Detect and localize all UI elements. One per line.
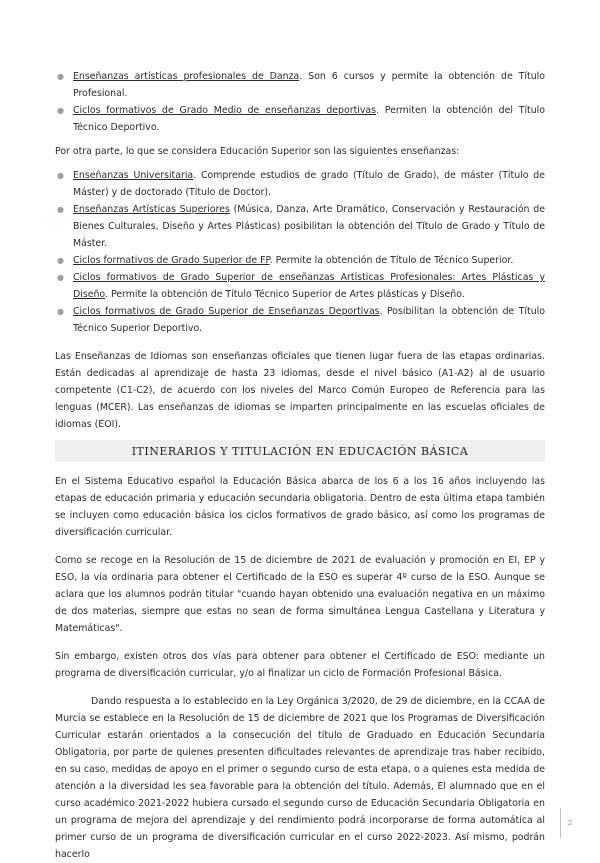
bullet-icon: ● (57, 273, 64, 282)
paragraph: Dando respuesta a lo establecido en la Ley Orgánica 3/2020, de 29 de diciembre, en la CCAA de Murcia se establece en la Resolución de 15 de diciembre de 2021 que los Programas de Diversificación Curricular estarán orientados a la consecución del título de Graduado en Educación Secundaria Obligatoria, por parte de quienes presenten dificultades relevantes de aprendizaje tras haber recibido, en su caso, medidas de apoyo en el primer o segundo curso de esta etapa, o a quienes esta medida de atención a la diversidad les sea favorable para la obtención del título. Además, El alumnado que en el curso académico 2021-2022 hubiera cursado el segundo curso de Educación Secundaria Obligatoria en un programa de mejora del aprendizaje y del rendimiento podrá incorporarse de forma automática al primer curso de un programa de diversificación curricular en el curso 2022-2023. Así mismo, podrán hacerlo (55, 696, 545, 860)
list-item-text: . Posibilitan la obtención de Título Técnico Superior Deportivo. (73, 306, 545, 334)
page-number: 2 (560, 808, 579, 838)
bullet-icon: ● (57, 72, 64, 81)
list-item-text: . Permite la obtención de Título de Técnico Superior. (269, 255, 514, 266)
underlined-term: Enseñanzas artísticas profesionales de Danza (73, 71, 300, 82)
list-item (55, 269, 545, 303)
underlined-term: Ciclos formativos de Grado Superior de enseñanzas Artísticas Profesionales: Artes Plásticas y Diseño (73, 272, 545, 300)
bullet-icon: ● (57, 256, 64, 265)
underlined-term: Enseñanzas Artísticas Superiores (73, 204, 230, 215)
paragraph: Como se recoge en la Resolución de 15 de diciembre de 2021 de evaluación y promoción en EI, EP y ESO, la vía ordinaria para obtener el Certificado de la ESO es superar 4º curso de la ESO. Aunque se aclara que los alumnos podrán titular "cuando hayan obtenido una evaluación negativa en un máximo de dos materias, siempre que estas no sean de forma simultánea Lengua Castellana y Literatura y Matemáticas". (55, 555, 545, 634)
bullet-icon: ● (57, 171, 64, 180)
bullet-icon: ● (57, 205, 64, 214)
paragraph: Sin embargo, existen otros dos vías para obtener para obtener el Certificado de ESO: mediante un programa de diversificación curricular, y/o al finalizar un ciclo de Formación Profesional Básica. (55, 651, 545, 679)
underlined-term: Ciclos formativos de Grado Superior de FP (73, 255, 270, 266)
list-item-text: . Son 6 cursos y permite la obtención de Título Profesional. (73, 71, 545, 99)
paragraph: En el Sistema Educativo español la Educación Básica abarca de los 6 a los 16 años incluyendo las etapas de educación primaria y educación secundaria obligatoria. Dentro de esta última etapa también se incluyen como educación básica los ciclos formativos de grado básico, así como los programas de diversificación curricular. (55, 476, 545, 538)
underlined-term: Ciclos formativos de Grado Superior de Enseñanzas Deportivas (73, 306, 380, 317)
section-title: ITINERARIOS Y TITULACIÓN EN EDUCACIÓN BÁSICA (131, 444, 469, 458)
list-item-text: . Comprende estudios de grado (Título de Grado), de máster (Título de Máster) y de doctorado (Título de Doctor). (73, 170, 545, 198)
list-item-text: . Permiten la obtención del Título Técnico Deportivo. (73, 105, 546, 133)
list-item (55, 252, 545, 269)
document-body (55, 68, 545, 863)
paragraph: Por otra parte, lo que se considera Educación Superior son las siguientes enseñanzas: (55, 146, 460, 157)
bullet-icon: ● (57, 106, 64, 115)
list-item (55, 68, 545, 102)
underlined-term: Enseñanzas Universitaria (73, 170, 194, 181)
list-item-text: . Permite la obtención de Título Técnico Superior de Artes plásticas y Diseño. (105, 289, 465, 300)
list-item (55, 303, 545, 337)
list-item (55, 102, 545, 136)
underlined-term: Ciclos formativos de Grado Medio de enseñanzas deportivas (73, 105, 377, 116)
list-item (55, 201, 545, 252)
bullet-list-2 (55, 167, 545, 337)
list-item (55, 167, 545, 201)
paragraph: Las Enseñanzas de Idiomas son enseñanzas oficiales que tienen lugar fuera de las etapas ordinarias. Están dedicadas al aprendizaje de hasta 23 idiomas, desde el nivel básico (A1-A2) al de usuario competente (C1-C2), de acuerdo con los niveles del Marco Común Europeo de Referencia para las lenguas (MCER). Las enseñanzas de idiomas se imparten principalmente en las escuelas oficiales de idiomas (EOI). (55, 351, 545, 430)
bullet-icon: ● (57, 307, 64, 316)
section-heading (55, 440, 545, 462)
list-item-text: (Música, Danza, Arte Dramático, Conservación y Restauración de Bienes Culturales, Diseño y Artes Plásticas) posibilitan la obtención del Título de Grado y Título de Máster. (73, 204, 545, 249)
bullet-list-1 (55, 68, 545, 136)
